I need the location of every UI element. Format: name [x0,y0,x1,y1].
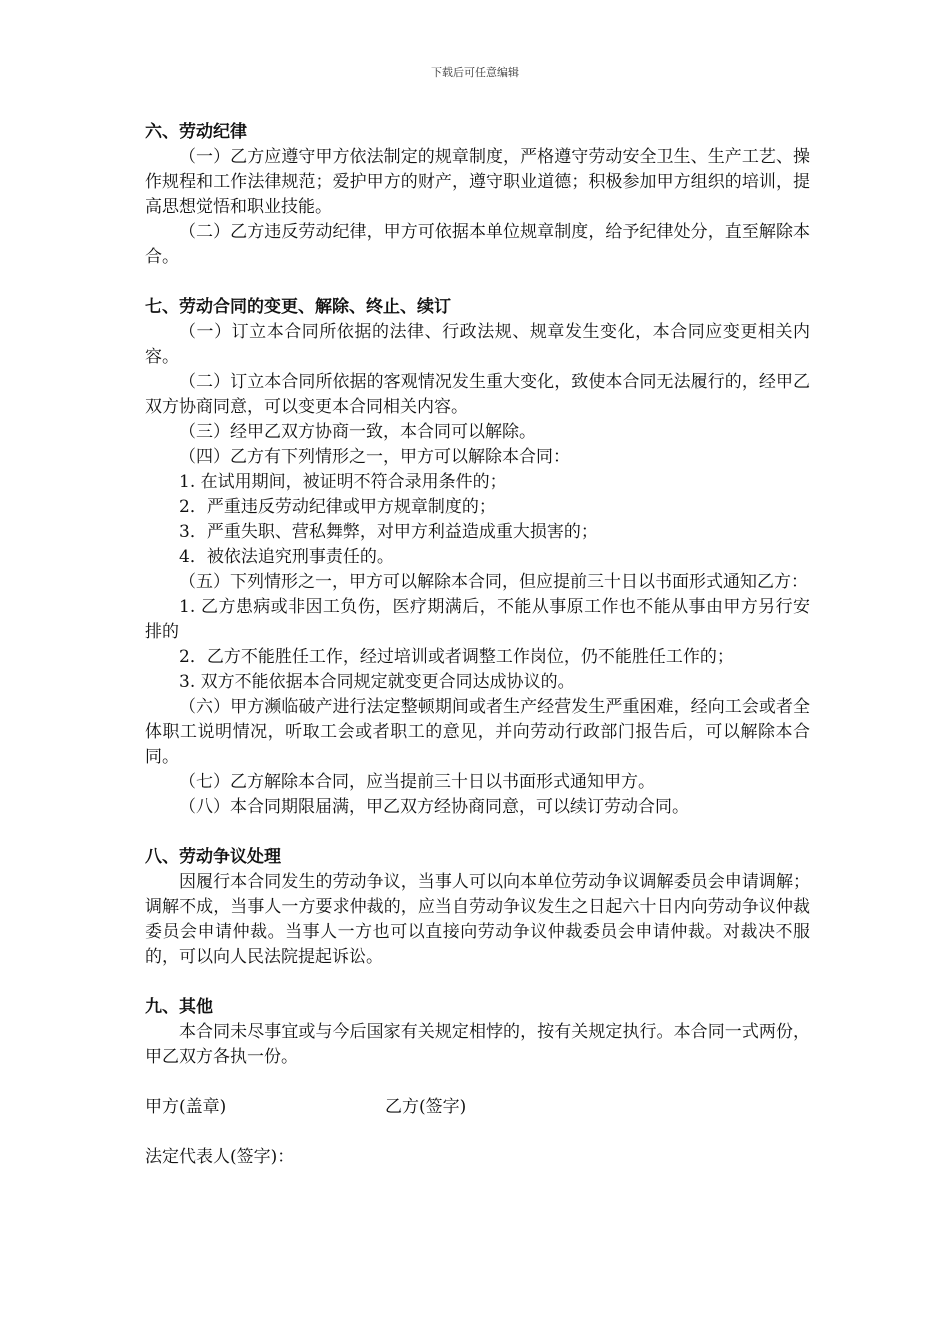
section-7-clause-4-item-3: 3．严重失职、营私舞弊，对甲方利益造成重大损害的； [179,522,598,542]
section-7-clause-5: （五）下列情形之一，甲方可以解除本合同，但应提前三十日以书面形式通知乙方： [179,572,808,592]
section-7-clause-7: （七）乙方解除本合同，应当提前三十日以书面形式通知甲方。 [179,772,655,792]
section-7-clause-4: （四）乙方有下列情形之一，甲方可以解除本合同： [179,447,570,467]
section-6-clause-1: （一）乙方应遵守甲方依法制定的规章制度，严格遵守劳动安全卫生、生产工艺、操作规程和工作法律规范；爱护甲方的财产，遵守职业道德；积极参加甲方组织的培训，提高思想觉悟和职业技能。 [145,147,810,217]
section-8-title: 八、劳动争议处理 [145,847,281,867]
party-b-signature-label: 乙方(签字) [385,1097,467,1117]
section-7-clause-5-item-3: 3. 双方不能依据本合同规定就变更合同达成协议的。 [179,672,575,692]
signature-row [145,1095,810,1120]
section-7-clause-1: （一）订立本合同所依据的法律、行政法规、规章发生变化，本合同应变更相关内容。 [145,322,810,367]
section-9-title: 九、其他 [145,997,213,1017]
section-6-clause-2: （二）乙方违反劳动纪律，甲方可依据本单位规章制度，给予纪律处分，直至解除本合。 [145,222,810,267]
party-a-seal-label: 甲方(盖章) [145,1097,227,1117]
section-8-clause-1: 因履行本合同发生的劳动争议，当事人可以向本单位劳动争议调解委员会申请调解；调解不成，当事人一方要求仲裁的，应当自劳动争议发生之日起六十日内向劳动争议仲裁委员会申请仲裁。当事人一方也可以直接向劳动争议仲裁委员会申请仲裁。对裁决不服的，可以向人民法院提起诉讼。 [145,872,810,967]
section-7-clause-4-item-1: 1. 在试用期间，被证明不符合录用条件的； [179,472,507,492]
section-7-clause-4-item-4: 4．被依法追究刑事责任的。 [179,547,394,567]
section-7-clause-2: （二）订立本合同所依据的客观情况发生重大变化，致使本合同无法履行的，经甲乙双方协商同意，可以变更本合同相关内容。 [145,372,810,417]
page-header-note: 下载后可任意编辑 [431,66,519,79]
section-7-clause-5-item-2: 2．乙方不能胜任工作，经过培训或者调整工作岗位，仍不能胜任工作的； [179,647,734,667]
section-7-clause-8: （八）本合同期限届满，甲乙双方经协商同意，可以续订劳动合同。 [179,797,689,817]
contract-document [145,120,810,1170]
section-6-title: 六、劳动纪律 [145,122,247,142]
section-7-clause-4-item-2: 2．严重违反劳动纪律或甲方规章制度的； [179,497,496,517]
section-7-title: 七、劳动合同的变更、解除、终止、续订 [145,297,451,317]
section-7-clause-6: （六）甲方濒临破产进行法定整顿期间或者生产经营发生严重困难，经向工会或者全体职工说明情况，听取工会或者职工的意见，并向劳动行政部门报告后，可以解除本合同。 [145,697,810,767]
section-9-clause-1: 本合同未尽事宜或与今后国家有关规定相悖的，按有关规定执行。本合同一式两份，甲乙双方各执一份。 [145,1022,810,1067]
legal-representative-label: 法定代表人(签字)： [145,1147,295,1167]
section-7-clause-5-item-1: 1. 乙方患病或非因工负伤，医疗期满后，不能从事原工作也不能从事由甲方另行安排的 [145,597,810,642]
section-7-clause-3: （三）经甲乙双方协商一致，本合同可以解除。 [179,422,536,442]
